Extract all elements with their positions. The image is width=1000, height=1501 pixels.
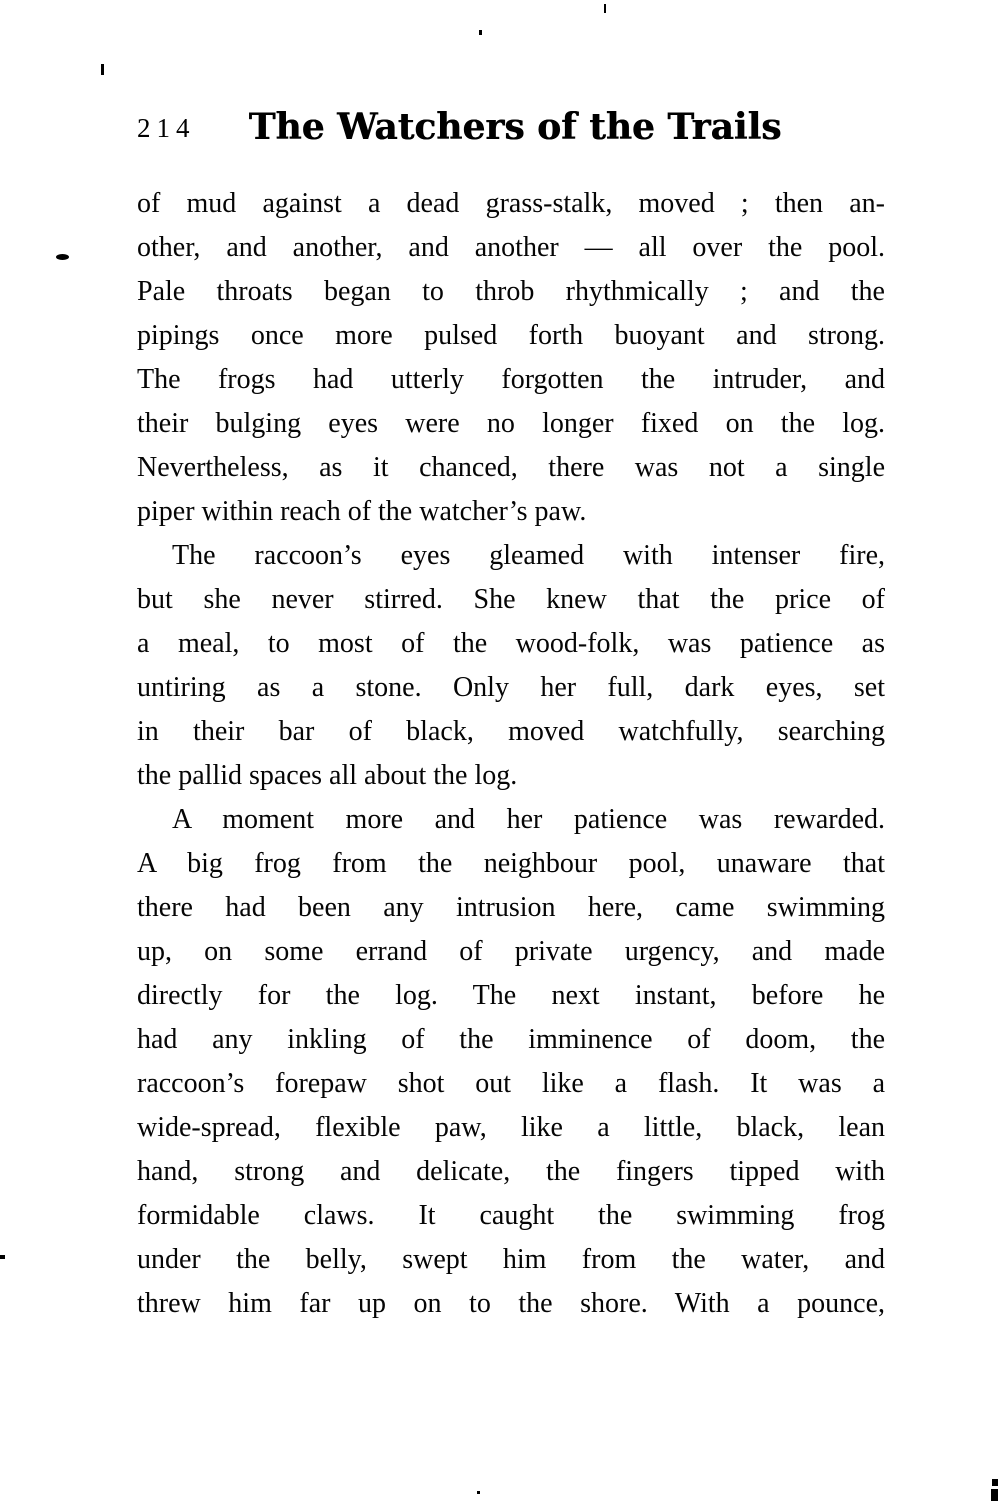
text-line: raccoon’s forepaw shot out like a flash. It was a [137,1068,885,1099]
text-line: directly for the log. The next instant, before he [137,980,885,1011]
text-line: had any inkling of the imminence of doom, the [137,1024,885,1055]
page-number: 214 [137,113,196,143]
page-body [137,182,885,1326]
text-line: A moment more and her patience was rewarded. [172,804,885,835]
text-line: pipings once more pulsed forth buoyant and strong. [137,320,885,351]
text-line: untiring as a stone. Only her full, dark eyes, set [137,672,885,703]
scan-speck [991,1489,998,1501]
paragraph [137,534,885,798]
text-line: their bulging eyes were no longer fixed on the log. [137,408,885,439]
scan-speck [992,1479,998,1486]
text-line: The raccoon’s eyes gleamed with intenser fire, [172,540,885,571]
text-line: the pallid spaces all about the log. [137,760,518,791]
scan-speck [0,1255,5,1259]
text-line: formidable claws. It caught the swimming frog [137,1200,885,1231]
scan-speck [479,30,482,35]
text-line: Nevertheless, as it chanced, there was not a single [137,452,885,483]
paragraph [137,798,885,1326]
text-line: in their bar of black, moved watchfully, searching [137,716,885,747]
text-line: wide-spread, flexible paw, like a little, black, lean [137,1112,885,1143]
text-line: but she never stirred. She knew that the price of [137,584,885,615]
scan-speck [477,1491,480,1494]
text-line: piper within reach of the watcher’s paw. [137,496,587,527]
text-line: threw him far up on to the shore. With a pounce, [137,1288,885,1319]
text-line: a meal, to most of the wood-folk, was patience as [137,628,885,659]
scan-speck [56,254,69,260]
scan-speck [101,64,104,75]
text-line: A big frog from the neighbour pool, unaware that [137,848,885,879]
text-line: The frogs had utterly forgotten the intruder, and [137,364,885,395]
text-line: under the belly, swept him from the water, and [137,1244,885,1275]
text-line: of mud against a dead grass-stalk, moved ; then an- [137,188,885,219]
text-line: up, on some errand of private urgency, and made [137,936,885,967]
text-line: hand, strong and delicate, the fingers tipped with [137,1156,885,1187]
text-line: Pale throats began to throb rhythmically ; and the [137,276,885,307]
paragraph [137,182,885,534]
text-line: other, and another, and another — all over the pool. [137,232,885,263]
scan-speck [604,4,606,13]
page-title: The Watchers of the Trails [248,106,782,148]
text-line: there had been any intrusion here, came swimming [137,892,885,923]
